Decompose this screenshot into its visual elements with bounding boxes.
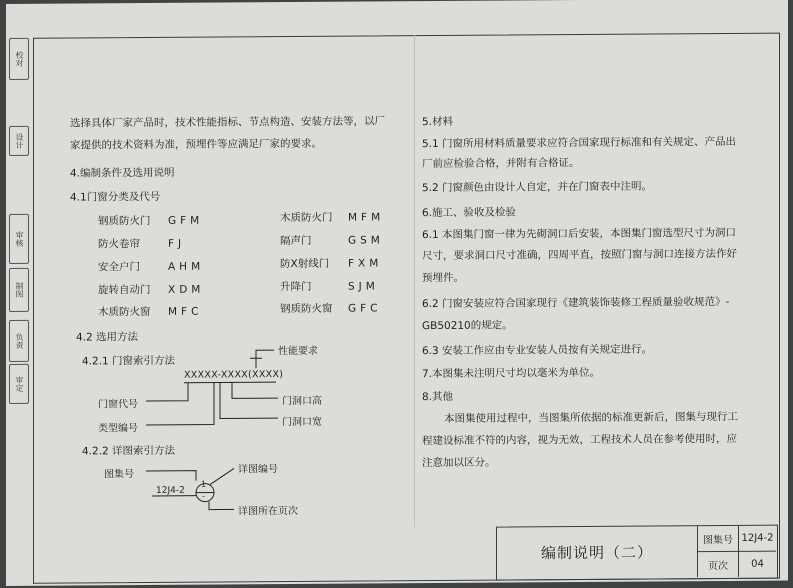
label-type-no: 类型编号 [98,423,138,435]
signoff-cell: 负责 [9,320,29,362]
right-line: GB50210的规定。 [422,319,513,333]
section-heading: 4.2.2 详图索引方法 [82,444,176,458]
right-line: 6.2 门窗安装应符合国家现行《建筑装饰装修工程质量验收规范》- [422,295,730,311]
label-door-code: 门窗代号 [98,399,138,411]
right-line: 5.2 门窗颜色由设计人自定，并在门窗表中注明。 [422,180,653,195]
right-line: 尺寸，要求洞口尺寸准确，四周平直，按照门窗与洞口连接方法作好 [422,247,737,263]
door-name: 木质防火门 [280,211,333,225]
signoff-cell: 校对 [9,38,29,80]
sheet-title: 编制说明（二） [497,526,698,578]
door-name: 钢质防火门 [98,214,151,228]
right-line: 5.材料 [422,115,454,129]
door-code: XDM [168,283,205,296]
atlas-value: 12J4-2 [739,526,776,552]
page-label: 页次 [698,552,739,577]
door-name: 木质防火窗 [98,305,151,319]
label-opening-height: 门洞口高 [282,395,322,408]
right-line: 预埋件。 [422,271,464,285]
door-name: 旋转自动门 [98,283,151,297]
section-heading: 4.编制条件及选用说明 [70,166,175,180]
right-line: 6.1 本图集门窗一律为先砌洞口后安装，本图集门窗选型尺寸为洞口 [422,226,737,242]
right-line: 5.1 门窗所用材料质量要求应符合国家现行标准和有关规定、产品出 [422,135,737,151]
door-code: GFM [168,214,204,227]
page-value: 04 [751,558,764,570]
door-code: GSM [348,234,384,247]
column-divider [414,35,415,527]
right-line: 6.3 安装工作应由专业安装人员按有关规定进行。 [422,343,653,358]
diagram-lines [6,0,788,586]
label-detail-page: 详图所在页次 [238,505,298,518]
door-name: 安全户门 [98,261,140,274]
door-name: 隔声门 [280,234,312,248]
signoff-cell: 审定 [9,364,29,404]
detail-atlas-value: 12J4-2 [156,485,185,496]
door-name: 升降门 [280,280,312,294]
atlas-label: 图集号 [698,526,739,552]
section-heading: 4.2 选用方法 [76,331,139,344]
right-line: 本图集使用过程中，当图集所依据的标准更新后，图集与现行工 [444,410,738,425]
section-heading: 4.2.1 门窗索引方法 [82,354,176,368]
door-code: GFC [348,302,382,315]
label-opening-width: 门洞口宽 [282,416,322,429]
signoff-cell: 设计 [9,126,29,156]
right-line: 7.本图集未注明尺寸均以毫米为单位。 [422,366,601,381]
circle-top-number: 1 [201,479,207,489]
right-line: 6.施工、验收及检验 [422,206,517,220]
door-code: MFC [168,305,203,318]
label-performance: 性能要求 [278,345,318,358]
circle-bottom-number: - [202,491,205,501]
drawing-sheet [6,0,788,586]
right-line: 程建设标准不符的内容，视为无效，工程技术人员在参考使用时，应 [422,432,737,448]
signoff-cell: 制图 [9,268,29,312]
right-line: 厂前应检验合格，并附有合格证。 [422,156,580,171]
section-heading: 4.1门窗分类及代号 [70,190,161,204]
door-code: FJ [168,237,186,250]
door-code: FXM [348,257,383,270]
door-name: 防火卷帘 [98,238,140,251]
title-block [496,525,778,581]
intro-line: 家提供的技术资料为准，预埋件等应满足厂家的要求。 [70,137,322,152]
label-detail-no: 详图编号 [238,464,278,476]
door-name: 防X射线门 [280,257,330,271]
label-atlas-no: 图集号 [104,469,134,481]
signoff-cell: 审核 [9,214,29,264]
right-line: 8.其他 [422,390,454,404]
door-code: SJM [348,280,379,293]
intro-line: 选择具体厂家产品时，技术性能指标、节点构造、安装方法等，以厂 [70,115,385,130]
door-code: AHM [168,260,205,273]
door-name: 钢质防火窗 [280,302,333,316]
door-code: MFM [348,211,385,224]
index-code: XXXXX-XXXX(XXXX) [184,369,284,381]
right-line: 注意加以区分。 [422,456,496,470]
